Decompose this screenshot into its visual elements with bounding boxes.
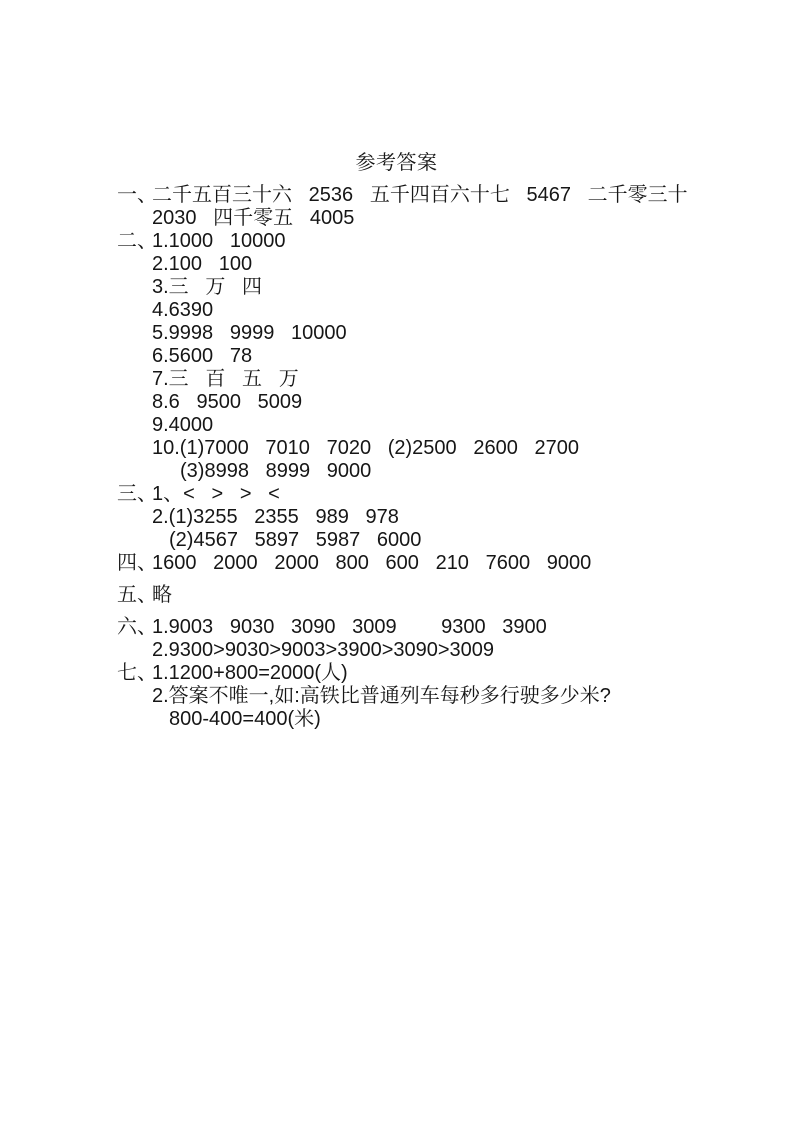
answer-line [117,708,793,731]
answer-line [117,437,793,460]
answer-text: 1.1000 10000 [152,230,286,252]
answer-text: 1.9003 9030 3090 3009 9300 3900 [152,616,547,638]
answer-line [117,685,793,708]
answer-text: 6.5600 78 [152,345,253,367]
answer-line [117,184,793,207]
answer-line [117,584,793,607]
answer-line [117,253,793,276]
section-marker: 一、 [117,184,157,206]
answer-text: 1600 2000 2000 800 600 210 7600 9000 [152,552,592,574]
answer-lines [117,184,793,731]
answer-text: 2.(1)3255 2355 989 978 [152,506,399,528]
answer-text: 3.三 万 四 [152,276,263,298]
answer-text: 2.100 100 [152,253,253,275]
answer-line [117,414,793,437]
answer-line [117,345,793,368]
answer-text: (2)4567 5897 5987 6000 [169,529,422,551]
answer-line [117,616,793,639]
answer-text: 8.6 9500 5009 [152,391,303,413]
answer-line [117,639,793,662]
answer-text: 2.9300>9030>9003>3900>3090>3009 [152,639,495,661]
answer-line [117,483,793,506]
answer-text: 1、< > > < [152,483,280,505]
answer-line [117,207,793,230]
answer-text: 2030 四千零五 4005 [152,207,355,229]
section-marker: 四、 [117,552,157,574]
answer-line [117,552,793,575]
answer-line [117,322,793,345]
answer-text: 略 [152,584,172,606]
section-marker: 五、 [117,584,157,606]
section-marker: 七、 [117,662,157,684]
section-marker: 二、 [117,230,157,252]
answer-line [117,299,793,322]
answer-text: 1.1200+800=2000(人) [152,662,348,684]
answer-text: 9.4000 [152,414,214,436]
answer-line [117,368,793,391]
answer-text: 2.答案不唯一,如:高铁比普通列车每秒多行驶多少米? [152,685,611,707]
answer-line [117,460,793,483]
answer-line [117,662,793,685]
section-marker: 六、 [117,616,157,638]
answer-text: (3)8998 8999 9000 [180,460,372,482]
answer-line [117,230,793,253]
page-title: 参考答案 [355,152,438,174]
section-marker: 三、 [117,483,157,505]
answer-text: 5.9998 9999 10000 [152,322,347,344]
answer-line [117,506,793,529]
answer-line [117,391,793,414]
answer-line [117,276,793,299]
answer-text: 7.三 百 五 万 [152,368,299,390]
answer-text: 4.6390 [152,299,214,321]
answer-text: 800-400=400(米) [169,708,321,730]
answer-line [117,529,793,552]
answer-text: 二千五百三十六 2536 五千四百六十七 5467 二千零三十 [152,184,688,206]
answer-text: 10.(1)7000 7010 7020 (2)2500 2600 2700 [152,437,579,459]
